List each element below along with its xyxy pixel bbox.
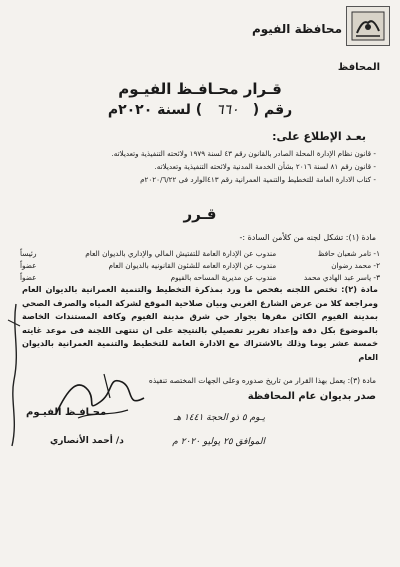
table-row	[18, 259, 382, 271]
member-name: ٢- محمد رضوان	[331, 260, 380, 270]
member-role: مندوب عن الإداره العامه للشئون القانونيه بالديوان العام	[108, 260, 277, 270]
reference-list	[26, 147, 376, 186]
table-row	[18, 247, 382, 259]
member-rank: عضواً	[20, 272, 37, 282]
issued-at: صدر بديوان عام المحافظة	[247, 391, 376, 402]
hijri-date: يـوم ٥ ذو الحجة ١٤٤١ هـ	[173, 413, 265, 423]
table-row	[18, 271, 382, 283]
decision-heading: قـرر	[183, 205, 217, 223]
signatory-name: د/ أحمد الأنصاري	[50, 436, 124, 446]
office-label: المحافظ	[337, 62, 380, 73]
emblem-icon	[351, 11, 385, 41]
member-name: ١- تامر شعبان حافظ	[317, 248, 380, 258]
reference-item: - قانون رقم ٨١ لسنة ٢٠١٦ بشأن الخدمة المدنية ولائحته التنفيذية وتعديلاته.	[26, 160, 376, 173]
member-rank: رئيساً	[20, 248, 37, 258]
member-role: مندوب عن مديرية المساحه بالفيوم	[170, 272, 277, 282]
article-2-text: مادة (٢): تختص اللجنه بفحص ما ورد بمذكرة التخطيط والتنمية العمرانية بالديوان العام ومراجعة كلا من عرض الشارع الغربي وبيان صلاحية الموقع لشركة المياه والصرف الصحي بمدينة الفيوم الكائن مقرها بجوار حي شرق مدينة الفيوم وكافة المستندات الخاصة بالموضوع بكل دقة وإعداد تقرير تفصيلي بالنتيجة على ان تنتهى اللجنة فى موعد غايته خمسة عشر يوما وذلك بالاشتراك مع الادارة العامة للتخطيط والتنمية العمرانية بالديوان العام	[22, 284, 378, 362]
governorate-name: محافظة الفيوم	[251, 22, 342, 36]
article-3-text: مادة (٣): يعمل بهذا القرار من تاريخ صدوره وعلى الجهات المختصه تنفيذه	[148, 376, 376, 385]
decree-title: قـرار محـافـظ الفيـوم	[118, 80, 282, 98]
margin-annotation-mark	[2, 300, 28, 450]
member-rank: عضواً	[20, 260, 37, 270]
signatory-title: محـافـظ الفيـوم	[26, 407, 107, 418]
reference-item: - قانون نظام الإدارة المحلة الصادر بالقانون رقم ٤٣ لسنة ١٩٧٩ ولائحته التنفيذية وتعديلاته.	[26, 147, 376, 160]
member-name: ٣- ياسر عبد الهادي محمد	[303, 272, 380, 282]
handwritten-signature	[48, 368, 153, 426]
gregorian-date: الموافق ٢٥ يوليو ٢٠٢٠ م	[172, 437, 265, 447]
article-1-heading: مادة (١): تشكل لجنه من كلأمن السادة :-	[239, 233, 376, 242]
governorate-logo	[346, 6, 390, 46]
decree-number-suffix: ) لسنة ٢٠٢٠م	[107, 102, 203, 118]
committee-members-table	[18, 247, 382, 283]
decree-number-value: ٦٦٠	[216, 102, 239, 118]
reference-item: - كتاب الادارة العامة للتخطيط والتنمية العمرانية رقم ٤١٣الوارد فى ٢٠٢٠/٦/٢٢م	[26, 173, 376, 186]
member-role: مندوب عن الإدارة العامة للتفتيش المالي والإداري بالديوان العام	[85, 248, 277, 258]
decree-number-line	[0, 102, 400, 118]
decree-number-prefix: رقم (	[252, 102, 293, 118]
preamble-intro: بعـد الإطلاع على:	[272, 130, 366, 143]
